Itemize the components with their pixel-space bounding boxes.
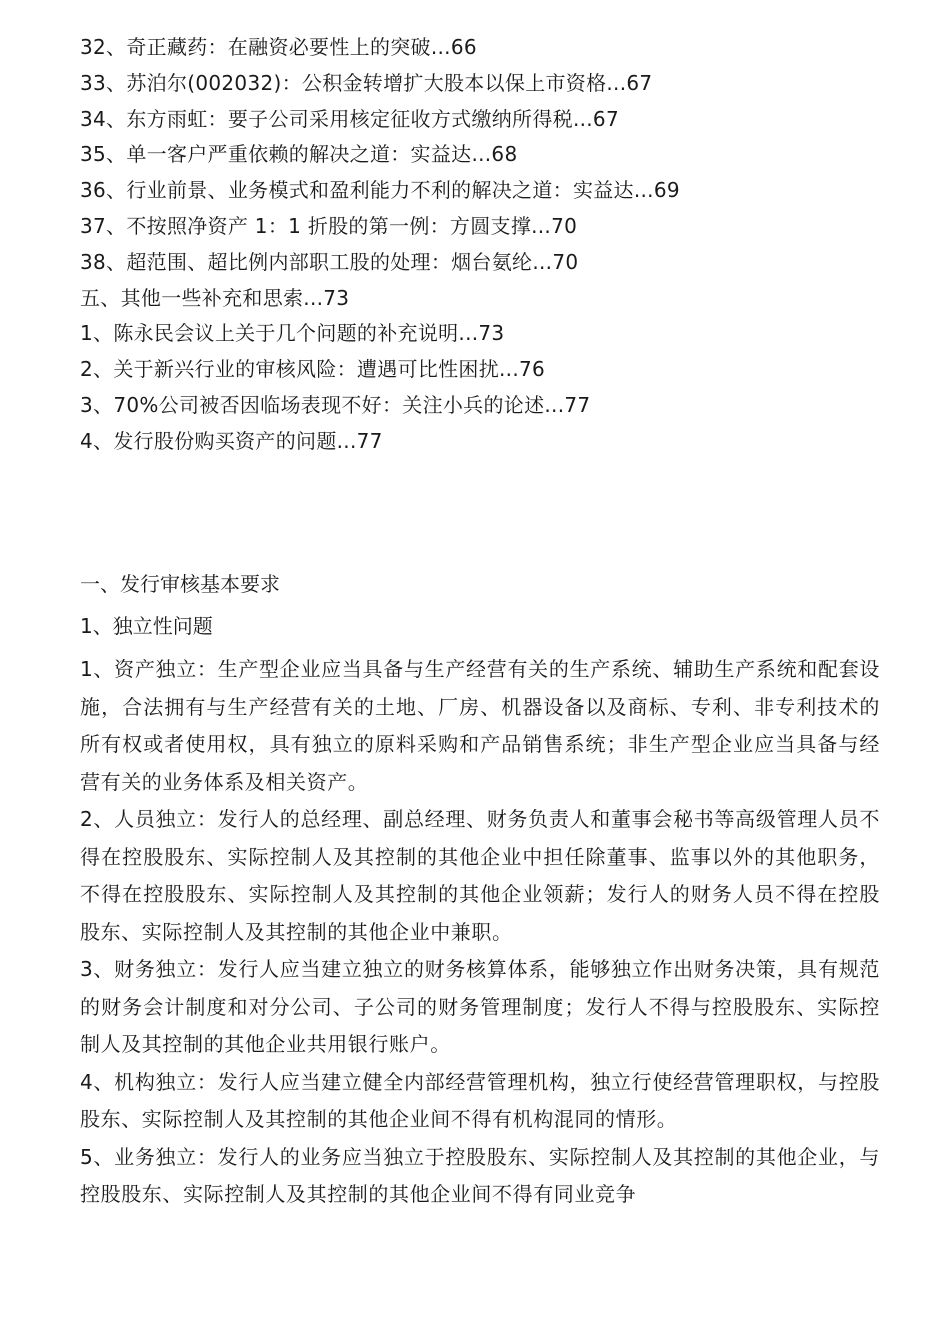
- toc-entry: 33、苏泊尔(002032)：公积金转增扩大股本以保上市资格...67: [80, 70, 653, 95]
- sub-heading: 1、独立性问题: [80, 614, 213, 638]
- toc-entry: 38、超范围、超比例内部职工股的处理：烟台氨纶...70: [80, 249, 579, 274]
- paragraph-personnel-independence: 2、人员独立：发行人的总经理、副总经理、财务负责人和董事会秘书等高级管理人员不得在控股股东、实际控制人及其控制的其他企业中担任除董事、监事以外的其他职务，不得在控股股东、实际控制人及其控制的其他企业领薪；发行人的财务人员不得在控股股东、实际控制人及其控制的其他企业中兼职。: [80, 807, 880, 944]
- body-section: [80, 565, 880, 1214]
- paragraph-financial-independence: 3、财务独立：发行人应当建立独立的财务核算体系，能够独立作出财务决策，具有规范的财务会计制度和对分公司、子公司的财务管理制度；发行人不得与控股股东、实际控制人及其控制的其他企业共用银行账户。: [80, 957, 880, 1056]
- toc-entry: 1、陈永民会议上关于几个问题的补充说明...73: [80, 321, 505, 346]
- paragraph-asset-independence: 1、资产独立：生产型企业应当具备与生产经营有关的生产系统、辅助生产系统和配套设施，合法拥有与生产经营有关的土地、厂房、机器设备以及商标、专利、非专利技术的所有权或者使用权，具有独立的原料采购和产品销售系统；非生产型企业应当具备与经营有关的业务体系及相关资产。: [80, 657, 880, 794]
- toc-entry: 3、70%公司被否因临场表现不好：关注小兵的论述...77: [80, 392, 591, 417]
- paragraph-organization-independence: 4、机构独立：发行人应当建立健全内部经营管理机构，独立行使经营管理职权，与控股股东、实际控制人及其控制的其他企业间不得有机构混同的情形。: [80, 1069, 880, 1131]
- toc-entry: 五、其他一些补充和思索...73: [80, 285, 350, 310]
- toc-entry: 37、不按照净资产 1：1 折股的第一例：方圆支撑...70: [80, 213, 578, 238]
- paragraph-business-independence: 5、业务独立：发行人的业务应当独立于控股股东、实际控制人及其控制的其他企业，与控股股东、实际控制人及其控制的其他企业间不得有同业竞争: [80, 1144, 880, 1206]
- toc-entry: 2、关于新兴行业的审核风险：遭遇可比性困扰...76: [80, 357, 546, 382]
- toc-entry: 4、发行股份购买资产的问题...77: [80, 428, 383, 453]
- table-of-contents: [80, 30, 900, 460]
- toc-entry: 32、奇正藏药：在融资必要性上的突破...66: [80, 35, 477, 59]
- toc-entry: 34、东方雨虹：要子公司采用核定征收方式缴纳所得税...67: [80, 106, 619, 131]
- toc-entry: 35、单一客户严重依赖的解决之道：实益达...68: [80, 142, 518, 167]
- section-heading: 一、发行审核基本要求: [80, 572, 280, 596]
- toc-entry: 36、行业前景、业务模式和盈利能力不利的解决之道：实益达...69: [80, 178, 680, 203]
